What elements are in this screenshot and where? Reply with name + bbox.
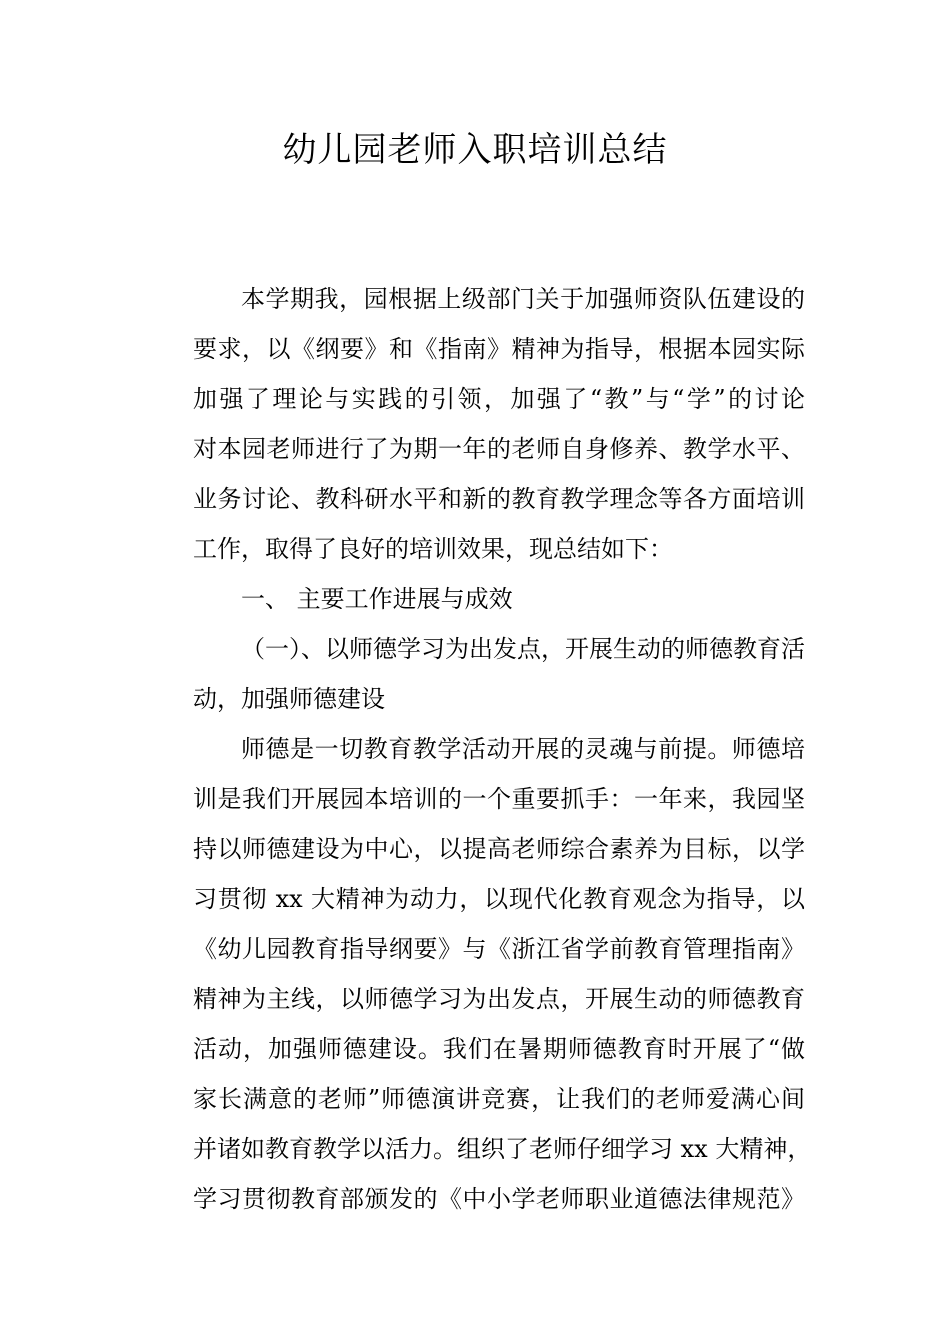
text-line: 习贯彻 xx 大精神为动力，以现代化教育观念为指导，以 [193, 885, 805, 913]
text-line: 并诸如教育教学以活力。组织了老师仔细学习 xx 大精神， [193, 1135, 812, 1163]
text-line: 加强了理论与实践的引领，加强了“教”与“学”的讨论 [193, 385, 805, 413]
text-line: 家长满意的老师”师德演讲竞赛，让我们的老师爱满心间 [193, 1085, 805, 1113]
text-line: 本学期我，园根据上级部门关于加强师资队伍建设的 [241, 285, 805, 313]
text-line: 动，加强师德建设 [193, 685, 385, 713]
paragraph-body [145, 724, 812, 1224]
subsection-heading [145, 624, 805, 724]
text-line: 师德是一切教育教学活动开展的灵魂与前提。师德培 [241, 735, 805, 763]
text-line: 学习贯彻教育部颁发的《中小学老师职业道德法律规范》 [193, 1185, 805, 1213]
text-line: 持以师德建设为中心，以提高老师综合素养为目标，以学 [193, 835, 805, 863]
text-line: 要求，以《纲要》和《指南》精神为指导，根据本园实际 [193, 335, 805, 363]
text-line: 活动，加强师德建设。我们在暑期师德教育时开展了“做 [193, 1035, 805, 1063]
text-line: （一）、以师德学习为出发点，开展生动的师德教育活 [241, 635, 805, 663]
text-line: 业务讨论、教科研水平和新的教育教学理念等各方面培训 [193, 485, 805, 513]
section-heading [145, 574, 805, 624]
text-line: 《幼儿园教育指导纲要》与《浙江省学前教育管理指南》 [193, 935, 805, 963]
paragraph-intro [145, 274, 805, 574]
text-line: 对本园老师进行了为期一年的老师自身修养、教学水平、 [193, 435, 805, 463]
document-body [145, 274, 812, 1224]
text-line: 工作，取得了良好的培训效果，现总结如下： [193, 535, 673, 563]
text-line: 训是我们开展园本培训的一个重要抓手：一年来，我园坚 [193, 785, 805, 813]
document-title: 幼儿园老师入职培训总结 [282, 130, 668, 170]
text-line: 一、 主要工作进展与成效 [241, 585, 513, 613]
text-line: 精神为主线，以师德学习为出发点，开展生动的师德教育 [193, 985, 805, 1013]
